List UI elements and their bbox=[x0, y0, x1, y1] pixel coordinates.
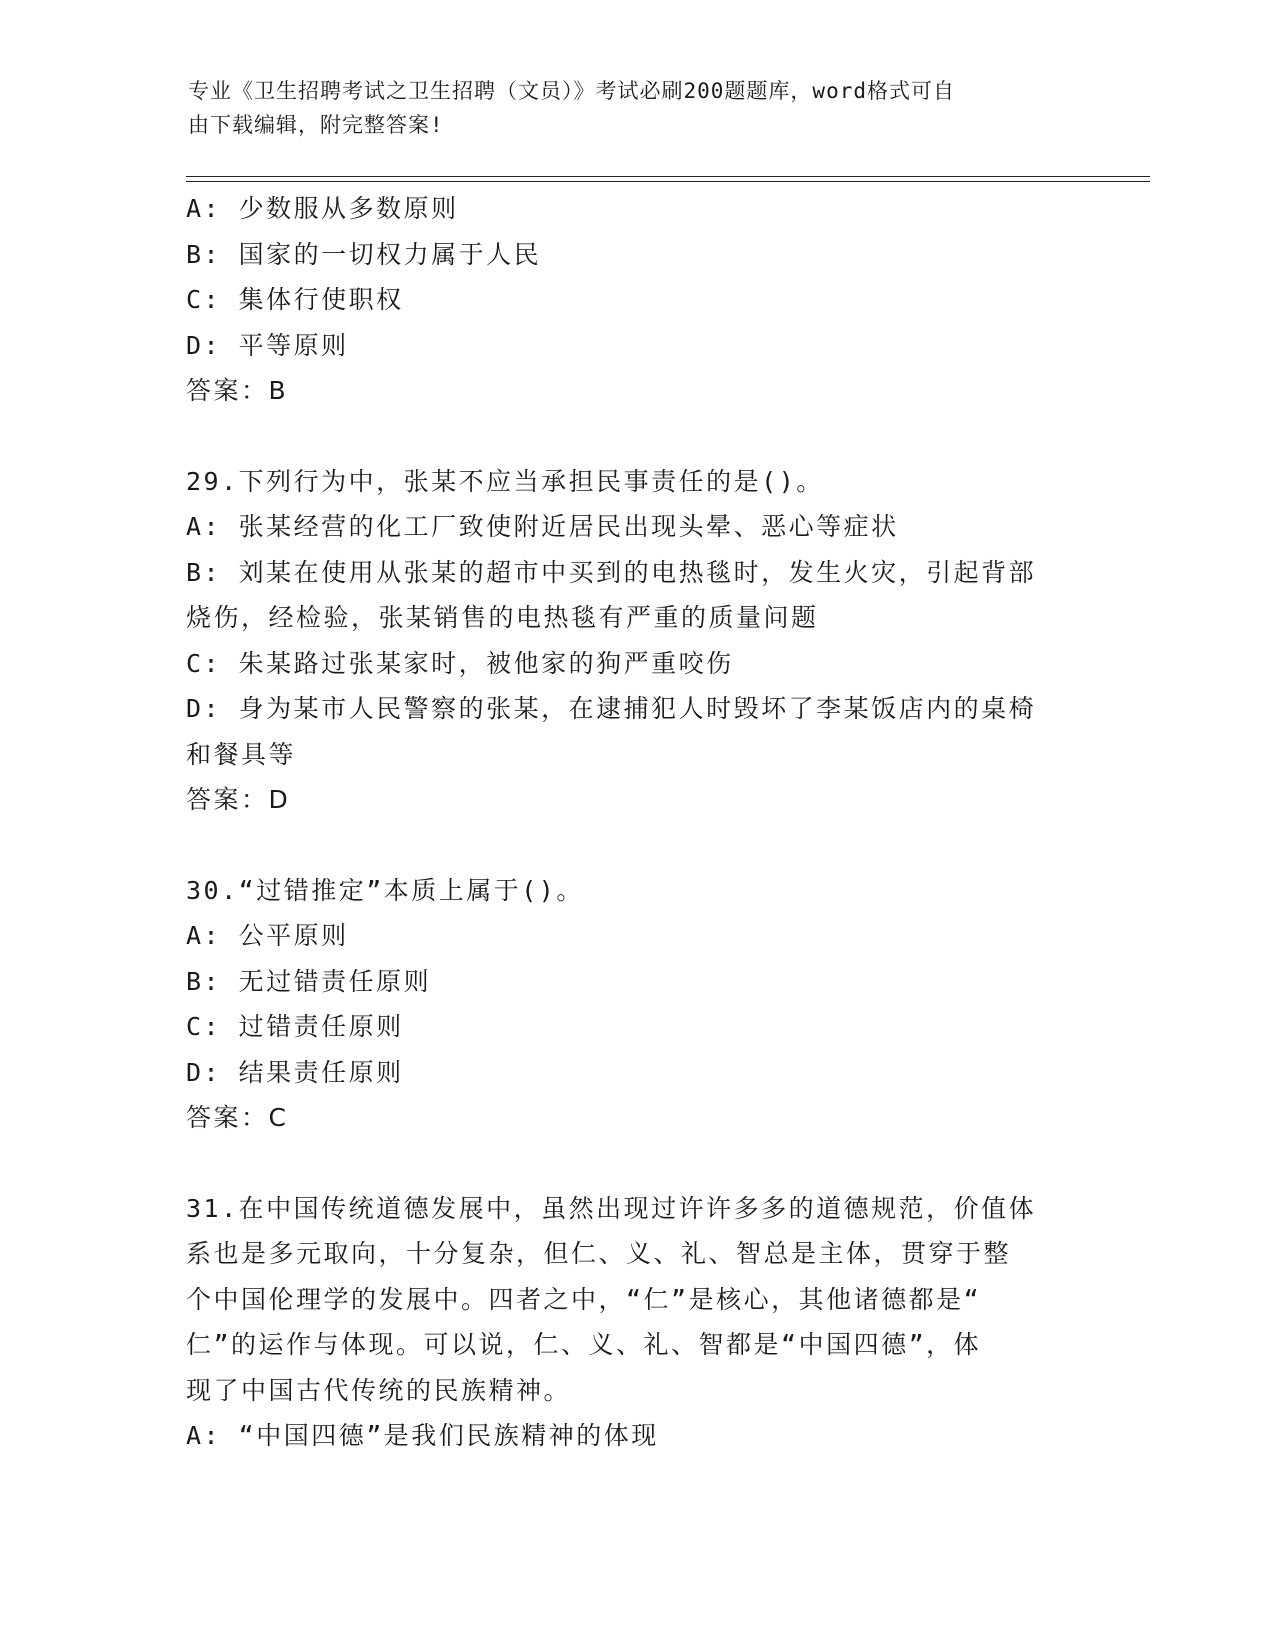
spacer bbox=[186, 823, 1086, 868]
question-content bbox=[186, 186, 1086, 1459]
q28-option-a: A: 少数服从多数原则 bbox=[186, 194, 459, 223]
q28-option-b: B: 国家的一切权力属于人民 bbox=[186, 239, 542, 269]
q29-stem: 29.下列行为中，张某不应当承担民事责任的是()。 bbox=[186, 466, 824, 496]
question-29 bbox=[186, 459, 1086, 823]
header-rule-top bbox=[186, 176, 1150, 177]
q29-option-b-line-2: 烧伤，经检验，张某销售的电热毯有严重的质量问题 bbox=[186, 603, 819, 632]
q30-option-c: C: 过错责任原则 bbox=[186, 1012, 404, 1041]
q29-option-d-line-1: D: 身为某市人民警察的张某，在逮捕犯人时毁坏了李某饭店内的桌椅 bbox=[186, 694, 1037, 723]
header-rule-bottom bbox=[186, 181, 1150, 182]
q29-option-c: C: 朱某路过张某家时，被他家的狗严重咬伤 bbox=[186, 648, 734, 678]
q29-option-d-line-2: 和餐具等 bbox=[186, 739, 297, 769]
document-header bbox=[188, 74, 1068, 142]
q28-answer: 答案：B bbox=[186, 376, 289, 405]
q28-option-c: C: 集体行使职权 bbox=[186, 285, 404, 314]
q30-option-d: D: 结果责任原则 bbox=[186, 1057, 404, 1087]
q30-option-b: B: 无过错责任原则 bbox=[186, 966, 432, 996]
question-30 bbox=[186, 868, 1086, 1141]
q31-stem-line-3: 个中国伦理学的发展中。四者之中，“仁”是核心，其他诸德都是“ bbox=[186, 1284, 982, 1314]
q30-stem: 30.“过错推定”本质上属于()。 bbox=[186, 875, 584, 905]
header-line-2: 由下载编辑，附完整答案! bbox=[188, 113, 444, 137]
q31-stem-line-1: 31.在中国传统道德发展中，虽然出现过许许多多的道德规范，价值体 bbox=[186, 1193, 1037, 1223]
spacer bbox=[186, 1141, 1086, 1186]
header-line-1: 专业《卫生招聘考试之卫生招聘（文员）》考试必刷200题题库，word格式可自 bbox=[188, 79, 955, 103]
spacer bbox=[186, 414, 1086, 459]
q29-answer: 答案：D bbox=[186, 785, 291, 814]
q28-option-d: D: 平等原则 bbox=[186, 330, 349, 360]
question-31 bbox=[186, 1186, 1086, 1459]
q29-option-b-line-1: B: 刘某在使用从张某的超市中买到的电热毯时，发生火灾，引起背部 bbox=[186, 557, 1037, 587]
q31-stem-line-2: 系也是多元取向，十分复杂，但仁、义、礼、智总是主体，贯穿于整 bbox=[186, 1239, 1012, 1268]
q30-answer: 答案：C bbox=[186, 1103, 289, 1132]
q31-stem-line-5: 现了中国古代传统的民族精神。 bbox=[186, 1375, 572, 1405]
q31-stem-line-4: 仁”的运作与体现。可以说，仁、义、礼、智都是“中国四德”，体 bbox=[186, 1330, 982, 1359]
q30-option-a: A: 公平原则 bbox=[186, 921, 349, 950]
q29-option-a: A: 张某经营的化工厂致使附近居民出现头晕、恶心等症状 bbox=[186, 512, 899, 541]
q31-option-a: A: “中国四德”是我们民族精神的体现 bbox=[186, 1421, 659, 1450]
question-28 bbox=[186, 186, 1086, 414]
